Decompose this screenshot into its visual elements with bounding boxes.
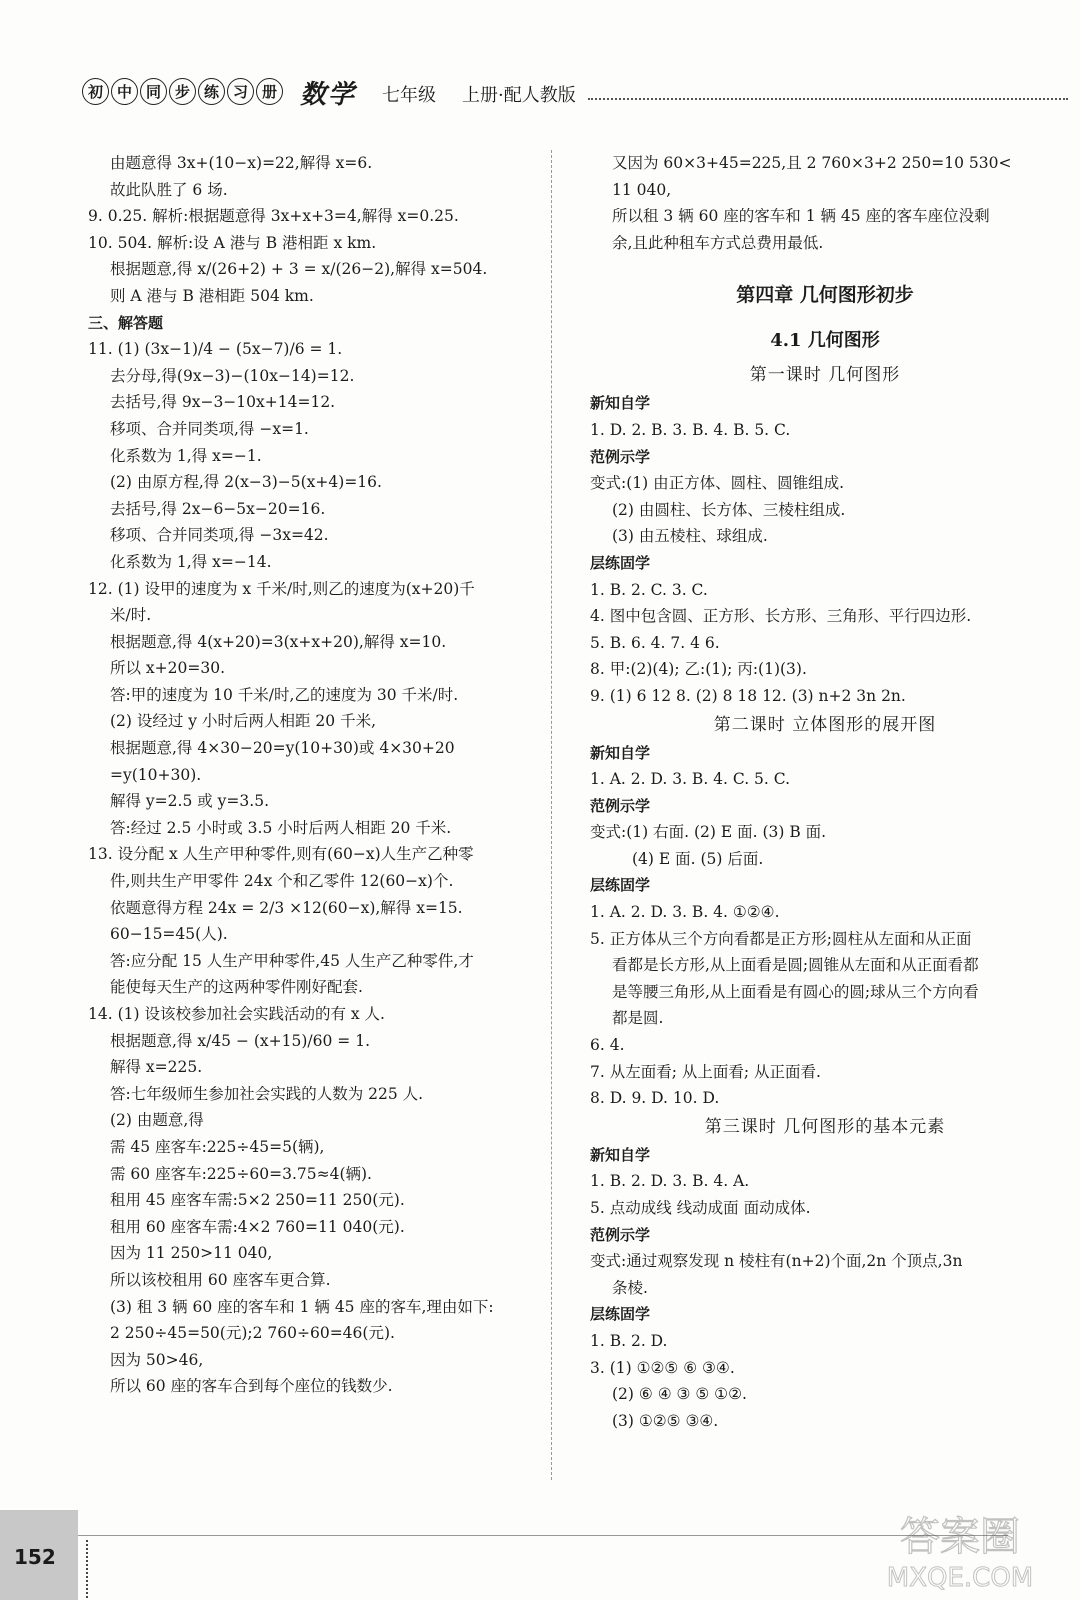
watermark-text: 答案圈 (900, 1514, 1020, 1560)
right-column-continuation (590, 150, 1060, 256)
series-char: 中 (111, 78, 138, 105)
answer-line: 11 040, (612, 180, 672, 199)
answer-line: 根据题意,得 x/(26+2) + 3 = x/(26−2),解得 x=504. (110, 260, 488, 279)
page-number: 152 (14, 1545, 56, 1569)
answer-line: (2) 由圆柱、长方体、三棱柱组成. (612, 500, 846, 519)
answer-line: 根据题意,得 4(x+20)=3(x+x+20),解得 x=10. (110, 632, 447, 651)
answer-line: 去分母,得(9x−3)−(10x−14)=12. (110, 366, 355, 385)
answer-line: 解得 x=225. (110, 1058, 203, 1077)
answer-line: (3) 由五棱柱、球组成. (612, 527, 768, 546)
subject-title: 数学 (300, 80, 357, 110)
answer-line: (3) 租 3 辆 60 座的客车和 1 辆 45 座的客车,理由如下: (110, 1297, 494, 1316)
subsection-heading: 新知自学 (590, 1145, 651, 1164)
answer-line: 需 60 座客车:225÷60=3.75≈4(辆). (110, 1164, 372, 1183)
answer-line: 1. B. 2. D. (590, 1331, 668, 1350)
answer-line: 租用 45 座客车需:5×2 250=11 250(元). (110, 1191, 405, 1210)
series-char: 初 (82, 78, 109, 105)
answer-line: 6. 4. (590, 1036, 625, 1055)
answer-line: 所以该校租用 60 座客车更合算. (110, 1270, 331, 1289)
lesson-title: 第三课时 几何图形的基本元素 (704, 1116, 946, 1137)
answer-line: 所以 x+20=30. (110, 659, 226, 678)
subsection-heading: 范例示学 (590, 447, 651, 466)
column-divider (551, 150, 552, 1480)
answer-line: 化系数为 1,得 x=−1. (110, 446, 262, 465)
watermark-logo (870, 1502, 1050, 1594)
answer-line: 则 A 港与 B 港相距 504 km. (110, 286, 314, 305)
subsection-heading: 层练固学 (590, 876, 651, 895)
answer-line: 答:应分配 15 人生产甲种零件,45 人生产乙种零件,才 (110, 951, 474, 970)
watermark-url: MXQE.COM (886, 1563, 1034, 1593)
answer-line: 12. (1) 设甲的速度为 x 千米/时,则乙的速度为(x+20)千 (88, 579, 475, 598)
answer-line: 14. (1) 设该校参加社会实践活动的有 x 人. (88, 1005, 385, 1023)
answer-line: 能使每天生产的这两种零件刚好配套. (110, 978, 363, 997)
footer-dots (86, 1540, 94, 1598)
lesson-title: 第二课时 立体图形的展开图 (713, 714, 937, 735)
right-column (590, 150, 1060, 1434)
answer-line: 所以租 3 辆 60 座的客车和 1 辆 45 座的客车座位没剩 (612, 207, 990, 226)
footer-rule (78, 1535, 1008, 1536)
answer-line: 米/时. (110, 606, 152, 625)
answer-line: 1. B. 2. D. 3. B. 4. A. (590, 1172, 750, 1191)
answer-line: 5. B. 6. 4. 7. 4 6. (590, 633, 720, 652)
answer-line: 11. (1) (3x−1)/4 − (5x−7)/6 = 1. (88, 340, 343, 359)
answer-line: (2) 由原方程,得 2(x−3)−5(x+4)=16. (110, 473, 382, 492)
answer-line: 1. D. 2. B. 3. B. 4. B. 5. C. (590, 420, 791, 439)
lessons (590, 360, 1060, 1434)
chapter-title: 第四章 几何图形初步 (736, 284, 914, 307)
answer-line: 4. 图中包含圆、正方形、长方形、三角形、平行四边形. (590, 607, 972, 626)
series-char: 习 (227, 78, 254, 105)
answer-line: 8. 甲:(2)(4); 乙:(1); 丙:(1)(3). (590, 660, 807, 679)
answer-line: (2) 由题意,得 (110, 1111, 204, 1130)
answer-line: 所以 60 座的客车合到每个座位的钱数少. (110, 1377, 393, 1396)
answer-line: 1. B. 2. C. 3. C. (590, 580, 708, 599)
answer-line: 故此队胜了 6 场. (110, 180, 228, 199)
answer-line: 化系数为 1,得 x=−14. (110, 552, 272, 571)
header-dotted-rule (588, 98, 1068, 100)
answer-line: 需 45 座客车:225÷45=5(辆), (110, 1137, 325, 1156)
series-title (82, 78, 285, 105)
answer-line: 解得 y=2.5 或 y=3.5. (110, 792, 269, 811)
answer-line: 13. 设分配 x 人生产甲种零件,则有(60−x)人生产乙种零 (88, 845, 474, 864)
answer-line: 变式:(1) 由正方体、圆柱、圆锥组成. (590, 474, 845, 493)
answer-line: 移项、合并同类项,得 −x=1. (110, 419, 309, 438)
answer-line: 去括号,得 9x−3−10x+14=12. (110, 393, 336, 412)
subsection-heading: 新知自学 (590, 743, 651, 762)
answer-line: 答:七年级师生参加社会实践的人数为 225 人. (110, 1084, 424, 1103)
answer-line: 根据题意,得 4×30−20=y(10+30)或 4×30+20 (110, 739, 455, 758)
answer-line: 是等腰三角形,从上面看是有圆心的圆;球从三个方向看 (612, 982, 979, 1001)
answer-line: 3. (1) ①②⑤ ⑥ ③④. (590, 1358, 735, 1377)
answer-line: 都是圆. (612, 1009, 664, 1028)
lesson-title: 第一课时 几何图形 (749, 365, 901, 386)
answer-line: 件,则共生产甲零件 24x 个和乙零件 12(60−x)个. (110, 872, 454, 891)
answer-line: 因为 11 250>11 040, (110, 1244, 273, 1263)
subsection-heading: 范例示学 (590, 1225, 651, 1244)
answer-line: =y(10+30). (110, 765, 202, 784)
answer-line: 因为 50>46, (110, 1350, 204, 1369)
answer-line: 8. D. 9. D. 10. D. (590, 1089, 720, 1108)
answer-line: 去括号,得 2x−6−5x−20=16. (110, 499, 326, 518)
answer-line: 5. 正方体从三个方向看都是正方形;圆柱从左面和从正面 (590, 929, 972, 948)
series-char: 同 (140, 78, 167, 105)
left-column (88, 150, 528, 1400)
answer-line: 7. 从左面看; 从上面看; 从正面看. (590, 1062, 821, 1081)
answer-line: 变式:(1) 右面. (2) E 面. (3) B 面. (590, 823, 827, 842)
grade-label: 七年级 (382, 85, 436, 106)
answer-line: 10. 504. 解析:设 A 港与 B 港相距 x km. (88, 233, 377, 252)
answer-line: (3) ①②⑤ ③④. (612, 1411, 719, 1430)
answer-line: 依题意得方程 24x = 2/3 ×12(60−x),解得 x=15. (110, 898, 463, 917)
answer-line: 由题意得 3x+(10−x)=22,解得 x=6. (110, 154, 373, 172)
answer-line: (4) E 面. (5) 后面. (632, 849, 764, 868)
answer-line: 答:经过 2.5 小时或 3.5 小时后两人相距 20 千米. (110, 818, 452, 837)
series-char: 练 (198, 78, 225, 105)
answer-line: 租用 60 座客车需:4×2 760=11 040(元). (110, 1217, 405, 1236)
answer-line: 9. 0.25. 解析:根据题意得 3x+x+3=4,解得 x=0.25. (88, 207, 459, 226)
answer-line: 余,且此种租车方式总费用最低. (612, 233, 824, 252)
subsection-heading: 层练固学 (590, 553, 651, 572)
answer-line: (2) ⑥ ④ ③ ⑤ ①②. (612, 1385, 747, 1404)
subsection-heading: 范例示学 (590, 796, 651, 815)
answer-line: 9. (1) 6 12 8. (2) 8 18 12. (3) n+2 3n 2n. (590, 686, 906, 705)
answer-line: (2) 设经过 y 小时后两人相距 20 千米, (110, 712, 376, 731)
running-header (82, 78, 1072, 112)
volume-label: 上册·配人教版 (462, 85, 576, 106)
answer-line: 1. A. 2. D. 3. B. 4. ①②④. (590, 903, 780, 922)
subsection-heading: 新知自学 (590, 394, 651, 413)
subsection-heading: 层练固学 (590, 1305, 651, 1324)
series-char: 步 (169, 78, 196, 105)
answer-line: 答:甲的速度为 10 千米/时,乙的速度为 30 千米/时. (110, 685, 459, 704)
answer-line: 1. A. 2. D. 3. B. 4. C. 5. C. (590, 770, 790, 789)
answer-line: 60−15=45(人). (110, 925, 228, 944)
subsection-heading: 三、解答题 (88, 313, 164, 332)
answer-line: 5. 点动成线 线动成面 面动成体. (590, 1199, 811, 1217)
section-title: 4.1 几何图形 (770, 330, 880, 352)
answer-line: 变式:通过观察发现 n 棱柱有(n+2)个面,2n 个顶点,3n (590, 1252, 963, 1271)
answer-line: 又因为 60×3+45=225,且 2 760×3+2 250=10 530< (612, 154, 1012, 172)
answer-line: 根据题意,得 x/45 − (x+15)/60 = 1. (110, 1031, 371, 1050)
answer-line: 看都是长方形,从上面看是圆;圆锥从左面和从正面看都 (612, 956, 979, 975)
answer-line: 2 250÷45=50(元);2 760÷60=46(元). (110, 1324, 395, 1343)
answer-line: 移项、合并同类项,得 −3x=42. (110, 526, 329, 545)
answer-line: 条棱. (612, 1278, 648, 1297)
series-char: 册 (256, 78, 283, 105)
